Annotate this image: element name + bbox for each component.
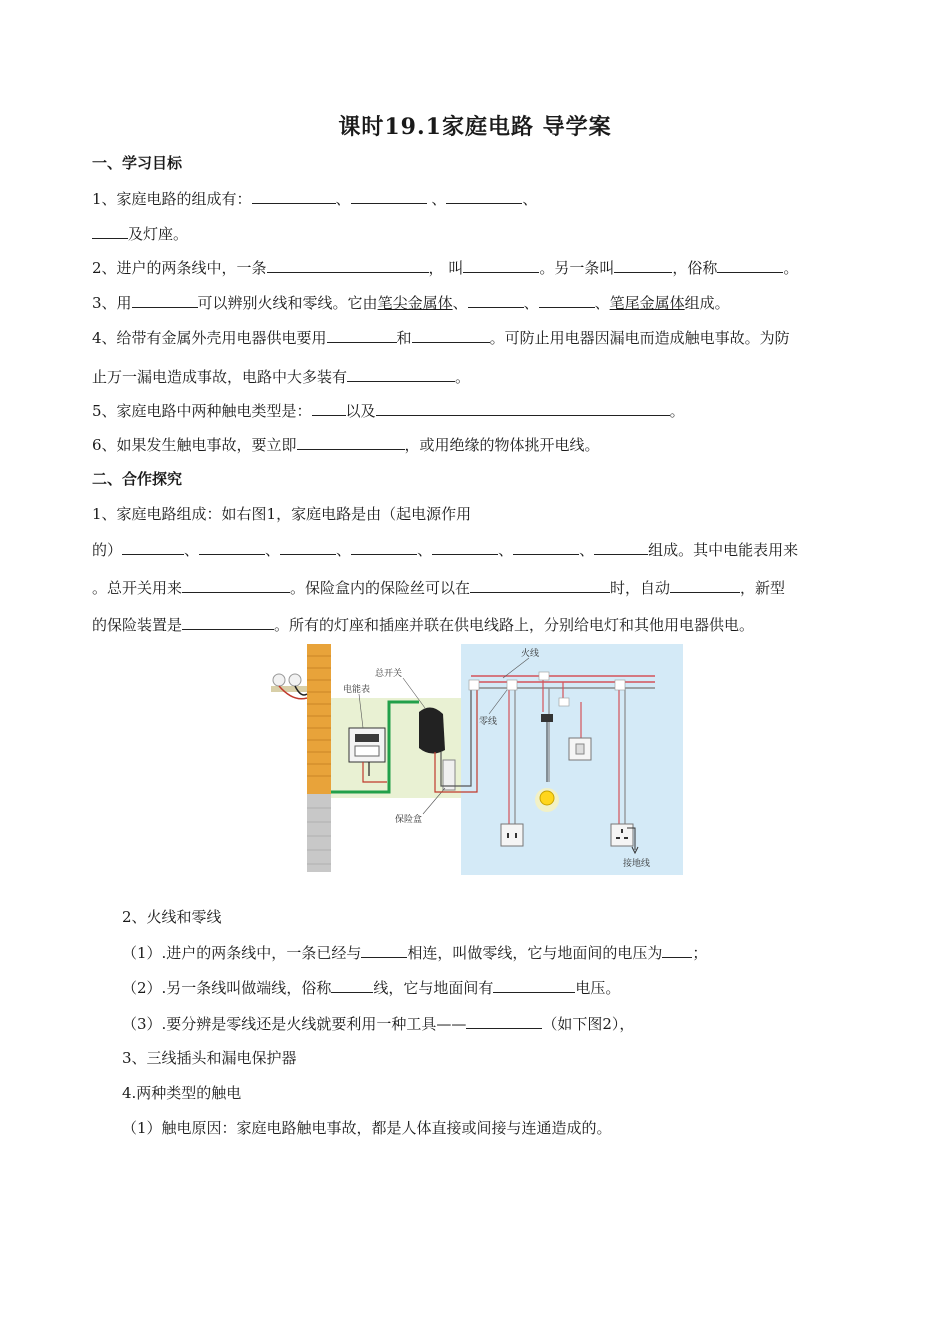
section-heading-goals: 一、学习目标 xyxy=(92,154,183,172)
paragraph-1: 1、家庭电路组成：如右图1，家庭电路是由（起电源作用 xyxy=(92,505,472,523)
q6-text: 6、如果发生触电事故，要立即 xyxy=(92,436,297,454)
paragraph-2-3 xyxy=(122,1012,902,1035)
paragraph-2-heading: 2、火线和零线 xyxy=(122,908,222,926)
paragraph-4: 4.两种类型的触电 xyxy=(122,1084,242,1102)
p1-text: 时，自动 xyxy=(610,579,671,597)
answer-blank[interactable] xyxy=(347,365,455,382)
answer-blank[interactable] xyxy=(466,1012,542,1029)
p2-text: 相连，叫做零线，它与地面间的电压为 xyxy=(407,944,663,962)
answer-blank[interactable] xyxy=(351,187,427,204)
q2-text: 。另一条叫 xyxy=(539,259,615,277)
answer-blank[interactable] xyxy=(670,576,740,593)
label-live: 火线 xyxy=(521,649,540,659)
question-3 xyxy=(92,291,872,314)
separator: 、 xyxy=(579,541,595,559)
answer-blank[interactable] xyxy=(199,538,265,555)
answer-blank[interactable] xyxy=(468,291,524,308)
q2-text: 2、进户的两条线中，一条 xyxy=(92,259,267,277)
p1-text: 的保险装置是 xyxy=(92,616,183,634)
p2-text: ； xyxy=(692,944,708,962)
p1-text: 的） xyxy=(92,541,123,559)
paragraph-1-line2 xyxy=(92,538,872,561)
three-pin-socket xyxy=(611,824,633,846)
insulator-bracket xyxy=(271,686,307,692)
question-4-cont xyxy=(92,365,872,388)
answer-blank[interactable] xyxy=(463,256,539,273)
p2-text: 线，它与地面间有 xyxy=(373,979,494,997)
paragraph-4-1: （1）触电原因：家庭电路触电事故，都是人体直接或间接与连通造成的。 xyxy=(122,1119,612,1137)
q3-underlined: 笔尖金属体 xyxy=(377,294,453,312)
household-circuit-figure xyxy=(263,642,683,875)
q4-text: 和 xyxy=(396,329,412,347)
answer-blank[interactable] xyxy=(513,538,579,555)
q2-text: ， 叫 xyxy=(428,259,464,277)
question-5 xyxy=(92,399,872,422)
p1-text: 。所有的灯座和插座并联在供电线路上，分别给电灯和其他用电器供电。 xyxy=(274,616,755,634)
paragraph-2-1 xyxy=(122,941,902,964)
section-heading-explore: 二、合作探究 xyxy=(92,470,183,488)
label-meter: 电能表 xyxy=(343,685,371,695)
answer-blank[interactable] xyxy=(122,538,184,555)
separator: 、 xyxy=(498,541,514,559)
question-2 xyxy=(92,256,872,279)
q5-text: 5、家庭电路中两种触电类型是： xyxy=(92,402,312,420)
answer-blank[interactable] xyxy=(412,326,490,343)
answer-blank[interactable] xyxy=(252,187,336,204)
answer-blank[interactable] xyxy=(132,291,198,308)
separator: 、 xyxy=(184,541,200,559)
answer-blank[interactable] xyxy=(351,538,417,555)
answer-blank[interactable] xyxy=(267,256,429,273)
q6-text: ，或用绝缘的物体挑开电线。 xyxy=(404,436,600,454)
q5-text: 。 xyxy=(669,402,685,420)
p2-text: （如下图2）， xyxy=(542,1015,635,1033)
answer-blank[interactable] xyxy=(331,976,373,993)
answer-blank[interactable] xyxy=(493,976,575,993)
q3-text: 组成。 xyxy=(684,294,730,312)
q2-text: ，俗称 xyxy=(672,259,718,277)
answer-blank[interactable] xyxy=(594,538,648,555)
answer-blank[interactable] xyxy=(717,256,783,273)
question-6 xyxy=(92,433,872,456)
answer-blank[interactable] xyxy=(432,538,498,555)
separator: 、 xyxy=(336,541,352,559)
separator: 、 xyxy=(265,541,281,559)
p2-text: （3）.要分辨是零线还是火线就要利用一种工具—— xyxy=(122,1015,467,1033)
q3-text: 3、用 xyxy=(92,294,132,312)
brick-wall xyxy=(307,644,331,794)
p1-text: ，新型 xyxy=(740,579,786,597)
p2-text: （1）.进户的两条线中，一条已经与 xyxy=(122,944,362,962)
question-4 xyxy=(92,326,872,349)
answer-blank[interactable] xyxy=(376,399,670,416)
two-pin-socket xyxy=(501,824,523,846)
q3-underlined: 笔尾金属体 xyxy=(609,294,685,312)
electric-meter xyxy=(349,728,385,762)
separator: 、 xyxy=(426,190,447,208)
p2-text: 电压。 xyxy=(575,979,621,997)
q3-text: 可以辨别火线和零线。它由 xyxy=(197,294,378,312)
separator: 、 xyxy=(522,190,538,208)
separator: 、 xyxy=(335,190,351,208)
question-1-cont xyxy=(92,222,872,245)
answer-blank[interactable] xyxy=(470,576,610,593)
paragraph-1-line4 xyxy=(92,613,872,636)
answer-blank[interactable] xyxy=(446,187,522,204)
question-1 xyxy=(92,187,872,210)
q4-text: 。可防止用电器因漏电而造成触电事故。为防 xyxy=(489,329,790,347)
answer-blank[interactable] xyxy=(614,256,672,273)
separator: 、 xyxy=(452,294,468,312)
label-fuse-box: 保险盒 xyxy=(395,815,423,825)
q1-text: 1、家庭电路的组成有： xyxy=(92,190,252,208)
answer-blank[interactable] xyxy=(92,222,128,239)
answer-blank[interactable] xyxy=(539,291,595,308)
paragraph-3: 3、三线插头和漏电保护器 xyxy=(122,1049,297,1067)
paragraph-1-line3 xyxy=(92,576,872,599)
q4-text: 止万一漏电造成事故，电路中大多装有 xyxy=(92,368,348,386)
answer-blank[interactable] xyxy=(312,399,346,416)
p1-text: 。保险盒内的保险丝可以在 xyxy=(290,579,471,597)
page-title: 课时19.1家庭电路 导学案 xyxy=(338,114,612,140)
answer-blank[interactable] xyxy=(297,433,405,450)
answer-blank[interactable] xyxy=(327,326,397,343)
p1-text: 组成。其中电能表用来 xyxy=(648,541,799,559)
label-ground: 接地线 xyxy=(623,859,651,869)
main-switch xyxy=(419,707,445,753)
answer-blank[interactable] xyxy=(182,576,290,593)
separator: 、 xyxy=(523,294,539,312)
label-neutral: 零线 xyxy=(479,717,498,727)
answer-blank[interactable] xyxy=(280,538,336,555)
paragraph-2-2 xyxy=(122,976,902,999)
q1-text-end: 及灯座。 xyxy=(128,225,189,243)
q2-text: 。 xyxy=(783,259,799,277)
answer-blank[interactable] xyxy=(361,941,407,958)
q5-text: 以及 xyxy=(345,402,376,420)
light-bulb-icon xyxy=(540,791,554,805)
q4-text: 4、给带有金属外壳用电器供电要用 xyxy=(92,329,327,347)
label-main-switch: 总开关 xyxy=(375,669,403,679)
q4-text: 。 xyxy=(455,368,471,386)
answer-blank[interactable] xyxy=(182,613,274,630)
answer-blank[interactable] xyxy=(662,941,692,958)
wall-base xyxy=(307,794,331,872)
separator: 、 xyxy=(594,294,610,312)
p2-text: （2）.另一条线叫做端线，俗称 xyxy=(122,979,332,997)
p1-text: 。总开关用来 xyxy=(92,579,183,597)
separator: 、 xyxy=(417,541,433,559)
